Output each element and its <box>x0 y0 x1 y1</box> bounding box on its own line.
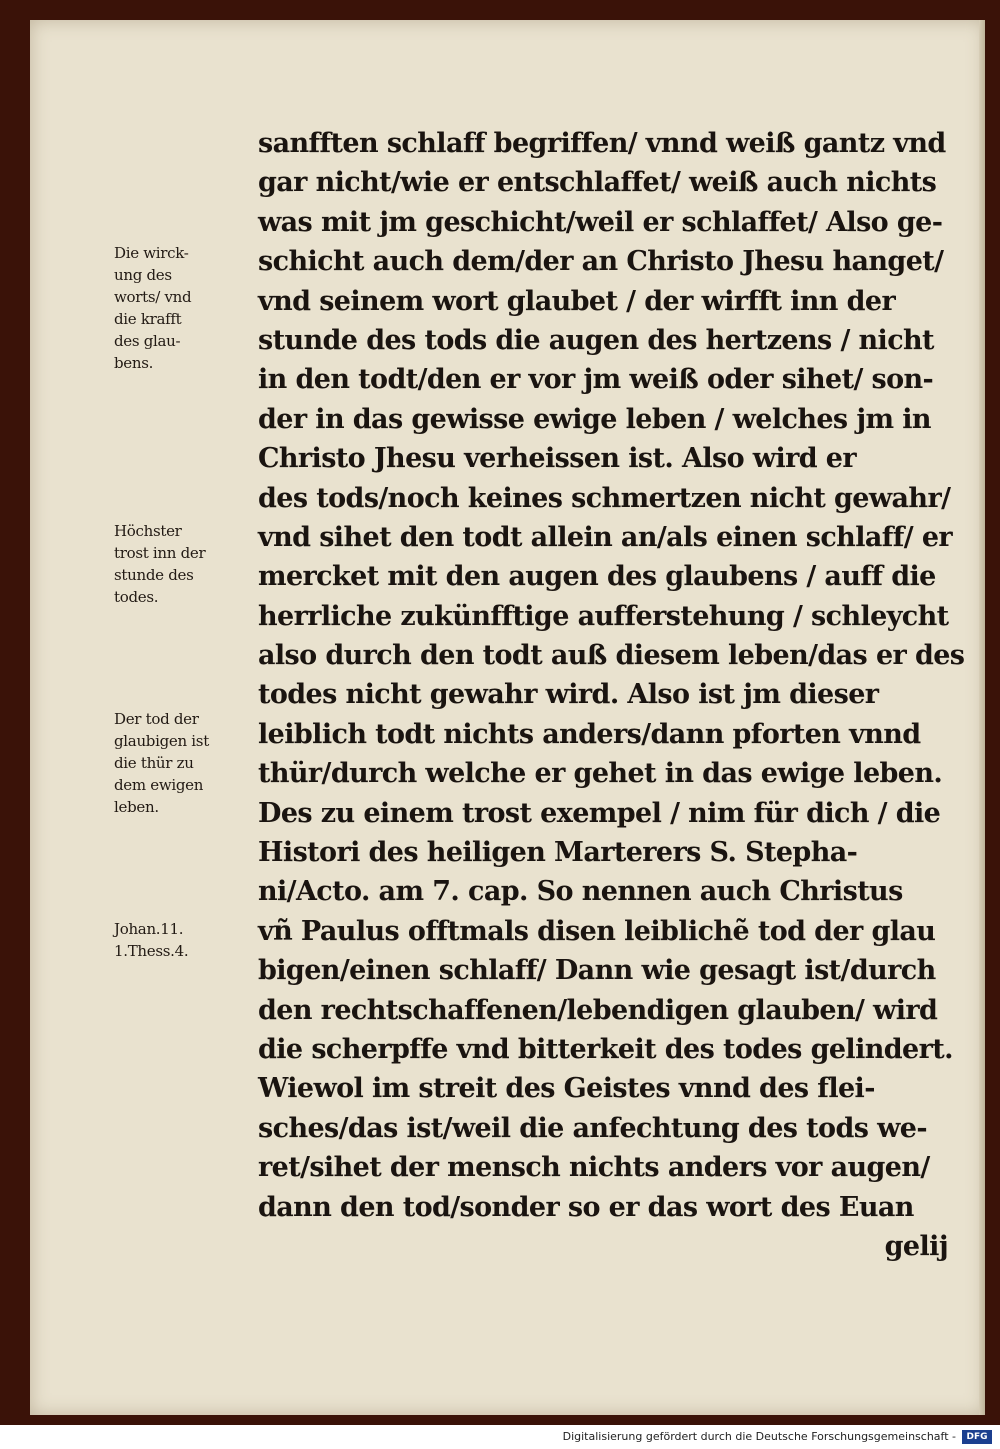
marginal-note-tod-der-glaubigen <box>114 708 249 818</box>
marginal-note-line: Die wirck- <box>114 244 189 262</box>
marginal-note-line: des glau- <box>114 332 181 350</box>
text-line: vnd sihet den todt allein an/als einen schlaff/ er <box>258 521 953 553</box>
catchword: gelij <box>884 1230 948 1262</box>
marginal-note-line: stunde des <box>114 566 194 584</box>
funding-footer <box>0 1425 1000 1449</box>
text-line: der in das gewisse ewige leben / welches jm in <box>258 403 931 435</box>
marginal-note-wirckung <box>114 242 249 374</box>
funding-notice: Digitalisierung gefördert durch die Deutsche Forschungsgemeinschaft - <box>562 1430 956 1443</box>
text-line: bigen/einen schlaff/ Dann wie gesagt ist/durch <box>258 955 936 987</box>
text-line: gar nicht/wie er entschlaffet/ weiß auch nichts <box>258 167 937 199</box>
marginal-note-line: dem ewigen <box>114 776 204 794</box>
marginal-note-line: worts/ vnd <box>114 288 192 306</box>
text-line: thür/durch welche er gehet in das ewige leben. <box>258 758 943 790</box>
marginal-note-line: leben. <box>114 798 159 816</box>
marginal-note-references <box>114 918 249 962</box>
text-line: todes nicht gewahr wird. Also ist jm dieser <box>258 679 879 711</box>
marginal-note-line: trost inn der <box>114 544 206 562</box>
text-line: dann den tod/sonder so er das wort des Euan <box>258 1191 914 1223</box>
text-line: die scherpffe vnd bitterkeit des todes gelindert. <box>258 1033 953 1065</box>
marginal-note-hoechster-trost <box>114 520 249 608</box>
marginal-note-line: ung des <box>114 266 172 284</box>
marginal-note-line: todes. <box>114 588 159 606</box>
marginal-note-line: Johan.11. <box>114 920 184 938</box>
text-line: sches/das ist/weil die anfechtung des tods we- <box>258 1112 927 1144</box>
text-line: des tods/noch keines schmertzen nicht gewahr/ <box>258 482 951 514</box>
book-page <box>30 20 985 1415</box>
text-line: stunde des tods die augen des hertzens / nicht <box>258 324 934 356</box>
marginal-note-line: die thür zu <box>114 754 194 772</box>
text-line: Des zu einem trost exempel / nim für dich / die <box>258 797 941 829</box>
text-line: in den todt/den er vor jm weiß oder sihet/ son- <box>258 364 934 396</box>
text-line: vñ Paulus offtmals disen leiblichẽ tod der glau <box>258 915 936 947</box>
dfg-logo: DFG <box>962 1430 992 1444</box>
text-line: herrliche zukünfftige aufferstehung / schleycht <box>258 600 949 632</box>
text-line: Christo Jhesu verheissen ist. Also wird er <box>258 443 857 475</box>
marginal-note-line: 1.Thess.4. <box>114 942 189 960</box>
text-line: mercket mit den augen des glaubens / auff die <box>258 561 936 593</box>
text-line: schicht auch dem/der an Christo Jhesu hanget/ <box>258 246 944 278</box>
text-line: leiblich todt nichts anders/dann pforten vnnd <box>258 718 921 750</box>
page-edge <box>979 20 985 1415</box>
text-line: also durch den todt auß diesem leben/das er des <box>258 640 965 672</box>
marginal-note-line: Höchster <box>114 522 182 540</box>
text-line: vnd seinem wort glaubet / der wirfft inn der <box>258 285 896 317</box>
text-line: Histori des heiligen Marterers S. Stepha- <box>258 837 858 869</box>
marginal-note-line: Der tod der <box>114 710 199 728</box>
text-line: ni/Acto. am 7. cap. So nennen auch Christus <box>258 876 903 908</box>
text-line: Wiewol im streit des Geistes vnnd des flei- <box>258 1073 875 1105</box>
text-line: ret/sihet der mensch nichts anders vor augen/ <box>258 1152 930 1184</box>
marginal-note-line: die krafft <box>114 310 182 328</box>
marginal-note-line: bens. <box>114 354 154 372</box>
text-line: den rechtschaffenen/lebendigen glauben/ wird <box>258 994 938 1026</box>
marginal-note-line: glaubigen ist <box>114 732 209 750</box>
text-line: was mit jm geschicht/weil er schlaffet/ Also ge- <box>258 206 943 238</box>
text-line: sanfften schlaff begriffen/ vnnd weiß gantz vnd <box>258 128 946 159</box>
main-text-block <box>258 124 978 1266</box>
